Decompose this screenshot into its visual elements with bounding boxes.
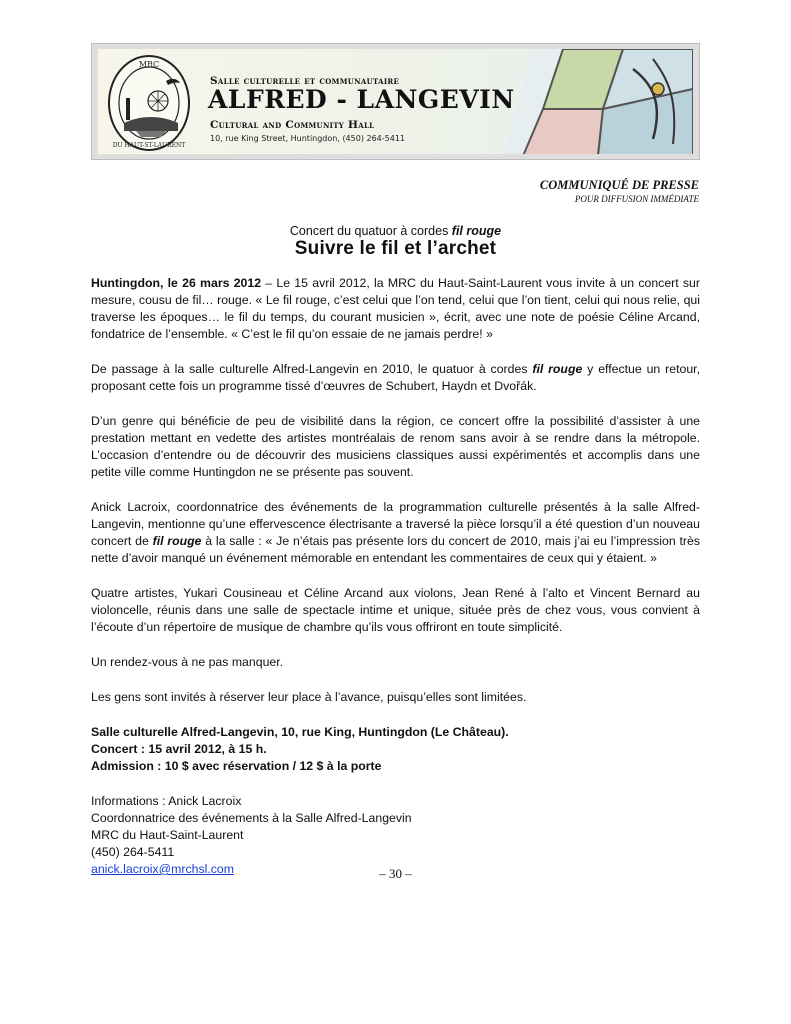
emphasis-fil-rouge: fil rouge [532, 362, 583, 376]
article-title: Suivre le fil et l’archet [294, 238, 497, 259]
press-release-heading: COMMUNIQUÉ DE PRESSE [539, 178, 699, 192]
subtitle-emphasis: fil rouge [451, 224, 502, 238]
paragraph-text: Anick Lacroix, coordonnatrice des événements de la programmation culturelle présentés à la salle Alfred-Langevin, mentionne qu’une effervescence électrisante a traversé la pièce lorsqu’il a été question d’un nouveau concert de [91, 500, 700, 548]
paragraph [91, 361, 700, 395]
paragraph-text: à la salle : « Je n’étais pas présente lors du concert de 2010, mais j’ai eu l’impression très nette d’avoir manqué un événement mémorable en entendant les commentaires de ceux qui y étaient. » [91, 534, 700, 565]
banner-address: 10, rue King Street, Huntingdon, (450) 264-5411 [210, 134, 406, 143]
contact-name: Informations : Anick Lacroix [91, 794, 242, 808]
banner-english-subheading: Cultural and Community Hall [210, 119, 375, 131]
stained-glass-graphic [503, 49, 693, 154]
article-body [91, 275, 700, 878]
paragraph-text: y effectue un retour, proposant cette fois un programme tissé d’œuvres de Schubert, Haydn et Dvořák. [91, 362, 701, 393]
banner-subheading: Salle culturelle et communautaire [210, 75, 400, 87]
paragraph [91, 499, 700, 567]
banner-title: ALFRED - LANGEVIN [208, 85, 515, 114]
contact-email-link[interactable]: anick.lacroix@mrchsl.com [91, 862, 234, 876]
seal-bottom-text: DU HAUT-ST-LAURENT [112, 142, 186, 149]
subtitle-text: Concert du quatuor à cordes [289, 224, 452, 238]
event-details [91, 724, 700, 775]
article-subtitle [0, 224, 791, 238]
dateline: Huntingdon, le 26 mars 2012 [91, 276, 262, 290]
banner-background [98, 49, 693, 154]
event-admission: Admission : 10 $ avec réservation / 12 $ à la porte [91, 759, 382, 773]
contact-phone: (450) 264-5411 [91, 845, 175, 859]
press-release-subheading: POUR DIFFUSION IMMÉDIATE [574, 194, 699, 204]
paragraph: Un rendez-vous à ne pas manquer. [91, 655, 284, 669]
seal-top-text: MRC [138, 60, 160, 69]
paragraph [91, 275, 700, 343]
emphasis-fil-rouge: fil rouge [152, 534, 202, 548]
paragraph-text: De passage à la salle culturelle Alfred-Langevin en 2010, le quatuor à cordes [91, 362, 533, 376]
paragraph-text: – Le 15 avril 2012, la MRC du Haut-Saint-Laurent vous invite à un concert sur mesure, cousu de fil… rouge. « Le fil rouge, c’est celui que l’on tend, celui que l’on tient, celui qui nous relie, qui traverse les époques… le fil du temps, du courant musicien », écrit, avec une note de poésie Céline Arcand, fondatrice de l’ensemble. « C’est le fil qu’on essaie de ne jamais perdre! » [91, 276, 700, 341]
contact-role: Coordonnatrice des événements à la Salle Alfred-Langevin [91, 811, 412, 825]
end-marker: – 30 – [379, 866, 412, 881]
press-release-header [540, 178, 699, 205]
letterhead-banner [91, 43, 700, 160]
event-date: Concert : 15 avril 2012, à 15 h. [91, 742, 267, 756]
paragraph: D’un genre qui bénéficie de peu de visibilité dans la région, ce concert offre la possibilité d’assister à une prestation mettant en vedette des artistes montréalais de renom sans avoir à se rendre dans la métropole. L’occasion d’entendre ou de découvrir des musiciens classiques aussi expérimentés et accomplis dans une petite ville comme Huntingdon ne se présente pas souvent. [91, 414, 700, 479]
mrc-seal-logo [106, 53, 192, 153]
paragraph: Les gens sont invités à réserver leur place à l’avance, puisqu’elles sont limitées. [91, 690, 527, 704]
contact-organization: MRC du Haut-Saint-Laurent [91, 828, 244, 842]
paragraph: Quatre artistes, Yukari Cousineau et Céline Arcand aux violons, Jean René à l’alto et Vincent Bernard au violoncelle, réunis dans une salle de spectacle intime et unique, située près de chez vous, vous convient à l’écoute d’un répertoire de musique de chambre qu’ils vous offriront en toute simplicité. [91, 586, 700, 634]
event-venue: Salle culturelle Alfred-Langevin, 10, rue King, Huntingdon (Le Château). [91, 725, 509, 739]
